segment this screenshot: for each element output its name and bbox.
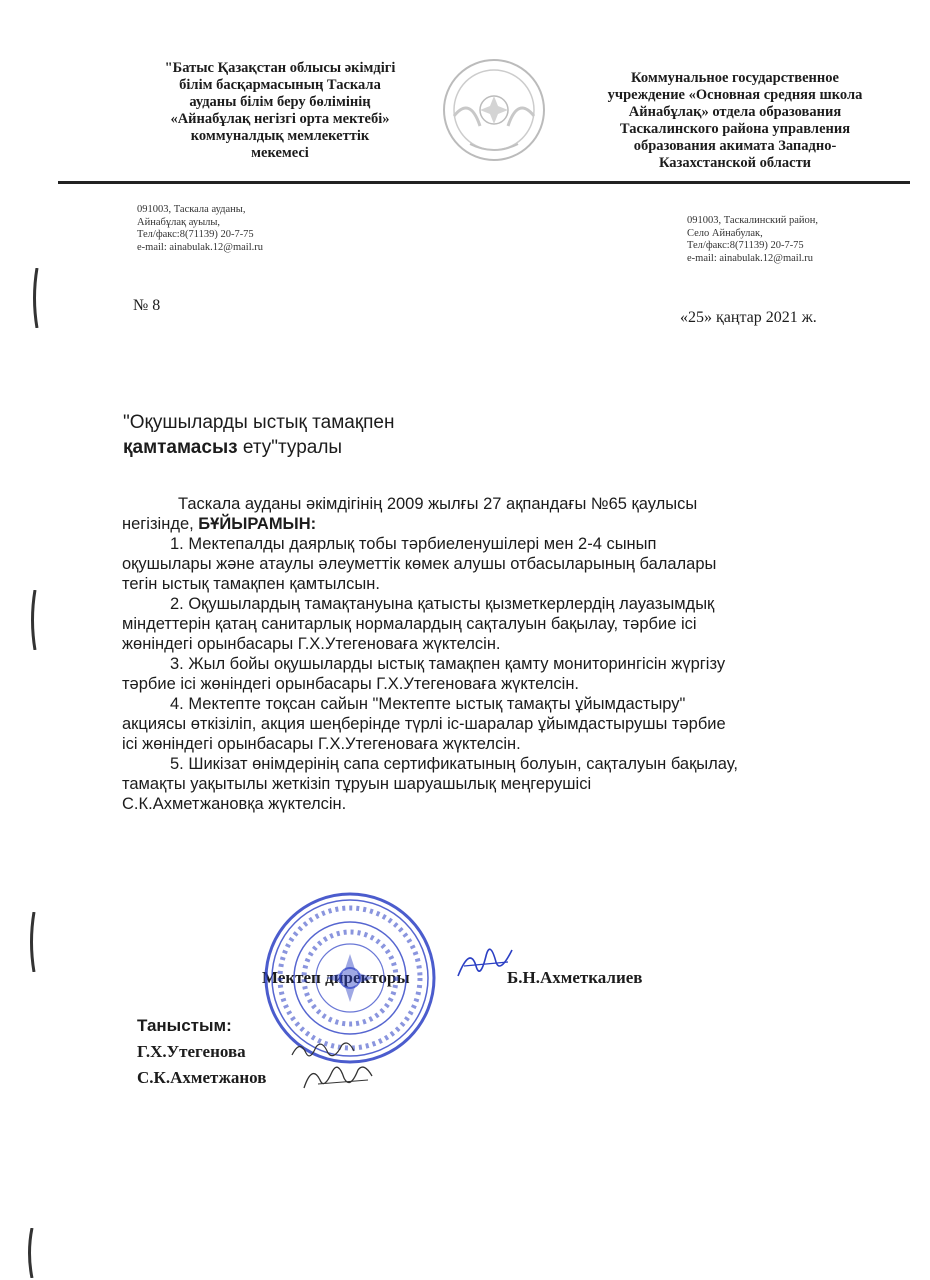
header-kz-line: коммуналдық мемлекеттік <box>190 128 370 144</box>
header-russian <box>570 70 900 172</box>
address-line: Село Айнабулак, <box>687 227 763 239</box>
binder-mark-icon <box>30 590 40 650</box>
header-ru-line: Коммунальное государственное <box>631 70 839 86</box>
header-kz-line: «Айнабұлақ негізгі орта мектебі» <box>170 111 390 127</box>
address-line: 091003, Таскала ауданы, <box>137 204 246 215</box>
binder-mark-icon <box>27 1228 37 1278</box>
header-kz-line: "Батыс Қазақстан облысы әкімдігі <box>164 60 396 76</box>
signature-icon <box>298 1058 378 1094</box>
paragraph-line: 5. Шикізат өнімдерінің сапа сертификатының болуын, сақталуын бақылау, <box>170 755 738 773</box>
header-kz-line: мекемесі <box>251 145 309 161</box>
address-line: 091003, Таскалинский район, <box>687 215 819 226</box>
director-signature-icon <box>450 936 520 986</box>
subject-bold: қамтамасыз <box>123 437 238 458</box>
paragraph-line: тамақты уақытылы жеткізіп тұруын шаруашылық меңгерушісі <box>122 775 592 793</box>
document-body <box>122 494 852 814</box>
header-ru-line: образования акимата Западно- <box>633 138 837 154</box>
header-ru-line: Таскалинского района управления <box>619 121 851 137</box>
document-number: № 8 <box>133 297 161 314</box>
paragraph-line: 3. Жыл бойы оқушыларды ыстық тамақпен қамту мониторингісін жүргізу <box>170 655 726 673</box>
paragraph-line: тегін ыстық тамақпен қамтылсын. <box>122 575 380 593</box>
paragraph-line: жөніндегі орынбасары Г.Х.Утегеноваға жүктелсін. <box>122 635 501 653</box>
address-line: Тел/факс:8(71139) 20-7-75 <box>137 229 254 240</box>
binder-mark-icon <box>32 268 42 328</box>
paragraph-line: С.К.Ахметжановқа жүктелсін. <box>122 795 347 813</box>
acquainted-block <box>137 1013 266 1091</box>
acquainted-label: Таныстым: <box>137 1016 232 1035</box>
header-kz-line: ауданы білім беру бөлімінің <box>189 94 371 110</box>
header-ru-line: учреждение «Основная средняя школа <box>607 87 863 103</box>
header-kazakh <box>120 60 440 162</box>
address-line: Тел/факс:8(71139) 20-7-75 <box>687 240 804 251</box>
document-date: «25» қаңтар 2021 ж. <box>680 309 817 326</box>
director-position: Мектеп директоры <box>262 968 410 987</box>
director-name: Б.Н.Ахметкалиев <box>507 968 643 987</box>
paragraph-line: оқушылары және атаулы әлеуметтік көмек алушы отбасыларының балалары <box>122 555 717 573</box>
paragraph-line: ісі жөніндегі орынбасары Г.Х.Утегеноваға жүктелсін. <box>122 735 521 753</box>
subject-line-1: "Оқушыларды ыстық тамақпен <box>123 412 395 433</box>
paragraph-line: міндеттерін қатаң санитарлық нормалардың сақталуын бақылау, тәрбие ісі <box>122 615 697 633</box>
header-kz-line: білім басқармасының Таскала <box>179 77 381 93</box>
address-kazakh <box>137 204 263 254</box>
subject-rest: ету"туралы <box>237 437 343 458</box>
address-line: Айнабұлақ ауылы, <box>137 216 221 228</box>
intro-line-2 <box>122 514 852 534</box>
intro-text: негізінде, <box>122 515 199 533</box>
header-divider <box>58 181 910 184</box>
acquainted-name: С.К.Ахметжанов <box>137 1068 267 1087</box>
state-emblem-icon <box>440 56 548 164</box>
address-line: e-mail: ainabulak.12@mail.ru <box>687 252 814 264</box>
header-ru-line: Казахстанской области <box>658 155 812 171</box>
paragraph-line: 2. Оқушылардың тамақтануына қатысты қызметкерлердің лауазымдық <box>170 595 715 613</box>
paragraph-line: 4. Мектепте тоқсан сайын "Мектепте ыстық тамақты ұйымдастыру" <box>170 695 686 713</box>
document-subject <box>123 410 395 460</box>
header-ru-line: Айнабұлақ» отдела образования <box>628 104 842 120</box>
acquainted-name: Г.Х.Утегенова <box>137 1042 246 1061</box>
subject-line-2 <box>123 435 395 460</box>
intro-line-1: Таскала ауданы әкімдігінің 2009 жылғы 27 ақпандағы №65 қаулысы <box>178 495 698 513</box>
paragraph-line: 1. Мектепалды даярлық тобы тәрбиеленушілері мен 2-4 сынып <box>170 535 657 553</box>
order-word: БҰЙЫРАМЫН: <box>198 515 317 533</box>
binder-mark-icon <box>29 912 39 972</box>
address-russian <box>687 215 818 265</box>
paragraph-line: тәрбие ісі жөніндегі орынбасары Г.Х.Утегеноваға жүктелсін. <box>122 675 580 693</box>
paragraph-line: акциясы өткізіліп, акция шеңберінде түрлі іс-шаралар ұйымдастырушы тәрбие <box>122 715 726 733</box>
address-line: e-mail: ainabulak.12@mail.ru <box>137 241 264 253</box>
